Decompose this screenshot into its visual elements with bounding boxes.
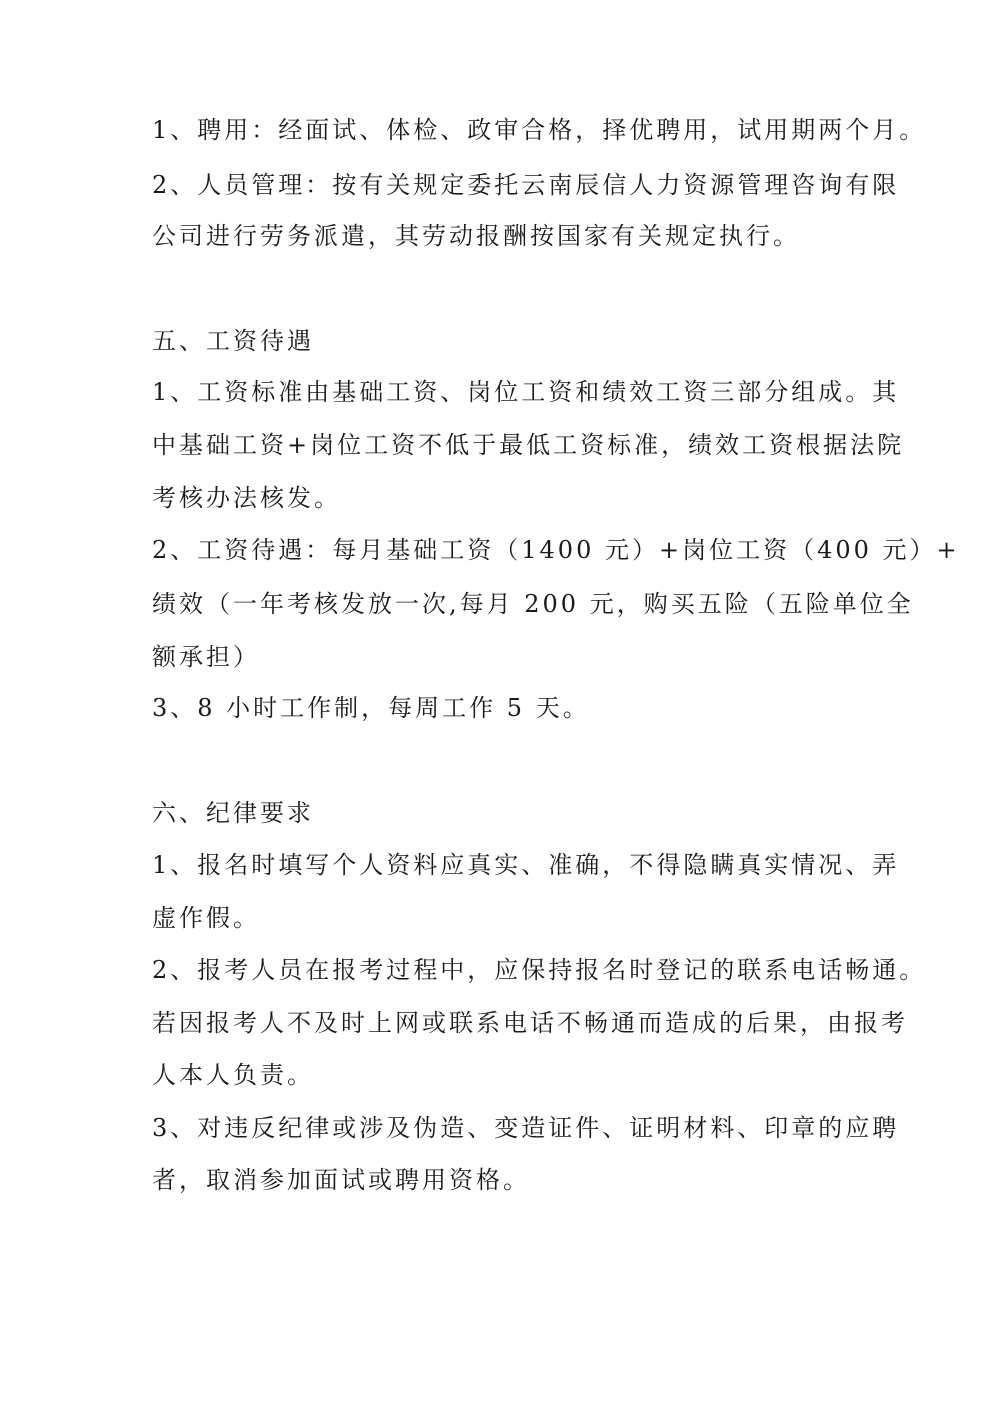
clause-violation-cont: 者，取消参加面试或聘用资格。 [152, 1166, 530, 1194]
clause-contact-cont2: 人本人负责。 [152, 1061, 314, 1089]
clause-truthful-info-cont: 虚作假。 [152, 904, 260, 932]
clause-salary-details: 2、工资待遇：每月基础工资（1400 元）+岗位工资（400 元）+ [152, 536, 960, 564]
clause-working-hours: 3、8 小时工作制，每周工作 5 天。 [152, 694, 590, 722]
clause-personnel-management: 2、人员管理：按有关规定委托云南辰信人力资源管理咨询有限 [152, 171, 900, 199]
clause-salary-standard-cont2: 考核办法核发。 [152, 484, 341, 512]
clause-contact: 2、报考人员在报考过程中，应保持报名时登记的联系电话畅通。 [152, 956, 927, 984]
section-heading-discipline: 六、纪律要求 [152, 799, 314, 827]
clause-personnel-management-cont: 公司进行劳务派遣，其劳动报酬按国家有关规定执行。 [152, 222, 800, 250]
section-heading-salary: 五、工资待遇 [152, 327, 314, 355]
clause-hiring: 1、聘用：经面试、体检、政审合格，择优聘用，试用期两个月。 [152, 116, 927, 144]
clause-truthful-info: 1、报名时填写个人资料应真实、准确，不得隐瞒真实情况、弄 [152, 851, 900, 879]
clause-salary-standard: 1、工资标准由基础工资、岗位工资和绩效工资三部分组成。其 [152, 378, 900, 406]
clause-contact-cont1: 若因报考人不及时上网或联系电话不畅通而造成的后果，由报考 [152, 1009, 908, 1037]
clause-salary-details-cont2: 额承担） [152, 643, 260, 671]
clause-salary-standard-cont1: 中基础工资+岗位工资不低于最低工资标准，绩效工资根据法院 [152, 431, 905, 459]
clause-salary-details-cont1: 绩效（一年考核发放一次,每月 200 元，购买五险（五险单位全 [152, 590, 914, 618]
clause-violation: 3、对违反纪律或涉及伪造、变造证件、证明材料、印章的应聘 [152, 1114, 900, 1142]
